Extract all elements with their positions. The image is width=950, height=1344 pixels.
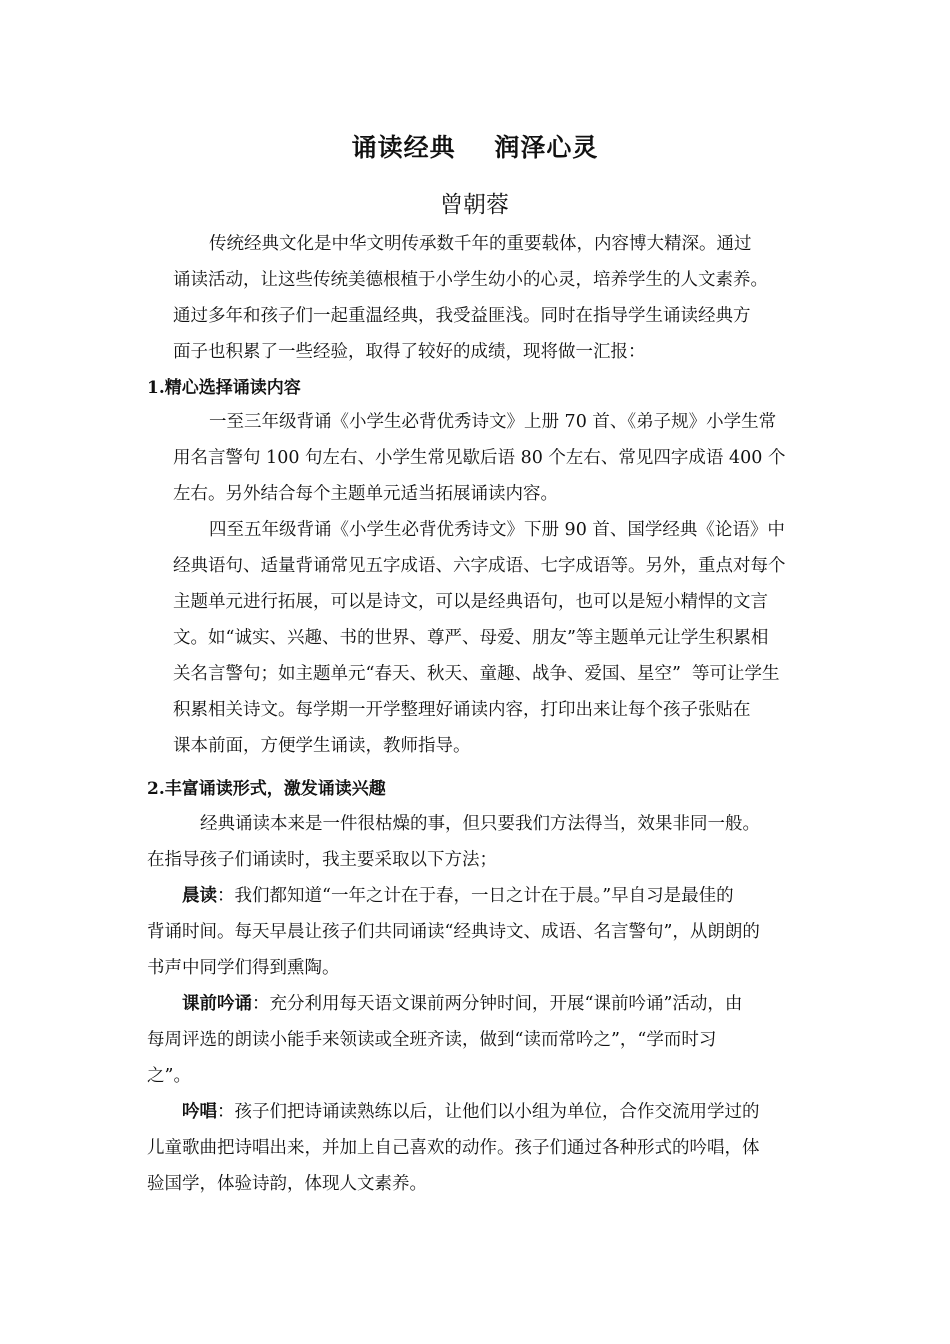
- intro-line: 面子也积累了一些经验，取得了较好的成绩，现将做一汇报：: [173, 342, 646, 362]
- paragraph-line: 课本前面，方便学生诵读，教师指导。: [173, 736, 471, 756]
- paragraph-line: [182, 990, 742, 1015]
- paragraph-line: 在指导孩子们诵读时，我主要采取以下方法；: [147, 850, 497, 870]
- pre-class-chanting-text: ：充分利用每天语文课前两分钟时间，开展“课前吟诵”活动，由: [252, 994, 743, 1014]
- document-title: 诵读经典 润泽心灵: [351, 133, 599, 162]
- paragraph-line: 关名言警句；如主题单元“春天、秋天、童趣、战争、爱国、星空” 等可让学生: [173, 664, 780, 684]
- paragraph-line: 每周评选的朗读小能手来领读或全班齐读，做到“读而常吟之”，“学而时习: [147, 1030, 717, 1050]
- singing-text: ：孩子们把诗诵读熟练以后，让他们以小组为单位，合作交流用学过的: [217, 1102, 760, 1122]
- singing-label: 吟唱: [182, 1102, 217, 1122]
- paragraph-line: 四至五年级背诵《小学生必背优秀诗文》下册 90 首、国学经典《论语》中: [209, 520, 785, 540]
- morning-reading-text: ：我们都知道“一年之计在于春，一日之计在于晨。”早自习是最佳的: [217, 886, 734, 906]
- section-1-heading: 1.精心选择诵读内容: [147, 378, 301, 398]
- pre-class-chanting-label: 课前吟诵: [182, 994, 252, 1014]
- paragraph-line: 儿童歌曲把诗唱出来，并加上自己喜欢的动作。孩子们通过各种形式的吟唱，体: [147, 1138, 760, 1158]
- paragraph-line: 经典诵读本来是一件很枯燥的事，但只要我们方法得当，效果非同一般。: [200, 814, 760, 834]
- paragraph-line: 之”。: [147, 1066, 191, 1086]
- paragraph-line: 左右。另外结合每个主题单元适当拓展诵读内容。: [173, 484, 558, 504]
- paragraph-line: 验国学，体验诗韵，体现人文素养。: [147, 1174, 427, 1194]
- paragraph-line: 积累相关诗文。每学期一开学整理好诵读内容，打印出来让每个孩子张贴在: [173, 700, 751, 720]
- paragraph-line: 文。如“诚实、兴趣、书的世界、尊严、母爱、朋友”等主题单元让学生积累相: [173, 628, 769, 648]
- paragraph-line: 主题单元进行拓展，可以是诗文，可以是经典语句，也可以是短小精悍的文言: [173, 592, 768, 612]
- paragraph-line: 书声中同学们得到熏陶。: [147, 958, 340, 978]
- intro-line: 通过多年和孩子们一起重温经典，我受益匪浅。同时在指导学生诵读经典方: [173, 306, 751, 326]
- intro-line: 诵读活动，让这些传统美德根植于小学生幼小的心灵，培养学生的人文素养。: [173, 270, 768, 290]
- morning-reading-label: 晨读: [182, 886, 217, 906]
- section-2-heading: 2.丰富诵读形式，激发诵读兴趣: [147, 779, 386, 799]
- paragraph-line: [182, 1098, 760, 1123]
- intro-line: 传统经典文化是中华文明传承数千年的重要载体，内容博大精深。通过: [209, 234, 752, 254]
- paragraph-line: 背诵时间。每天早晨让孩子们共同诵读“经典诗文、成语、名言警句”，从朗朗的: [147, 922, 760, 942]
- document-author: 曾朝蓉: [440, 192, 509, 218]
- paragraph-line: 用名言警句 100 句左右、小学生常见歇后语 80 个左右、常见四字成语 400 个: [173, 448, 786, 468]
- paragraph-line: 一至三年级背诵《小学生必背优秀诗文》上册 70 首、《弟子规》小学生常: [209, 412, 777, 432]
- paragraph-line: 经典语句、适量背诵常见五字成语、六字成语、七字成语等。另外，重点对每个: [173, 556, 786, 576]
- paragraph-line: [182, 882, 734, 907]
